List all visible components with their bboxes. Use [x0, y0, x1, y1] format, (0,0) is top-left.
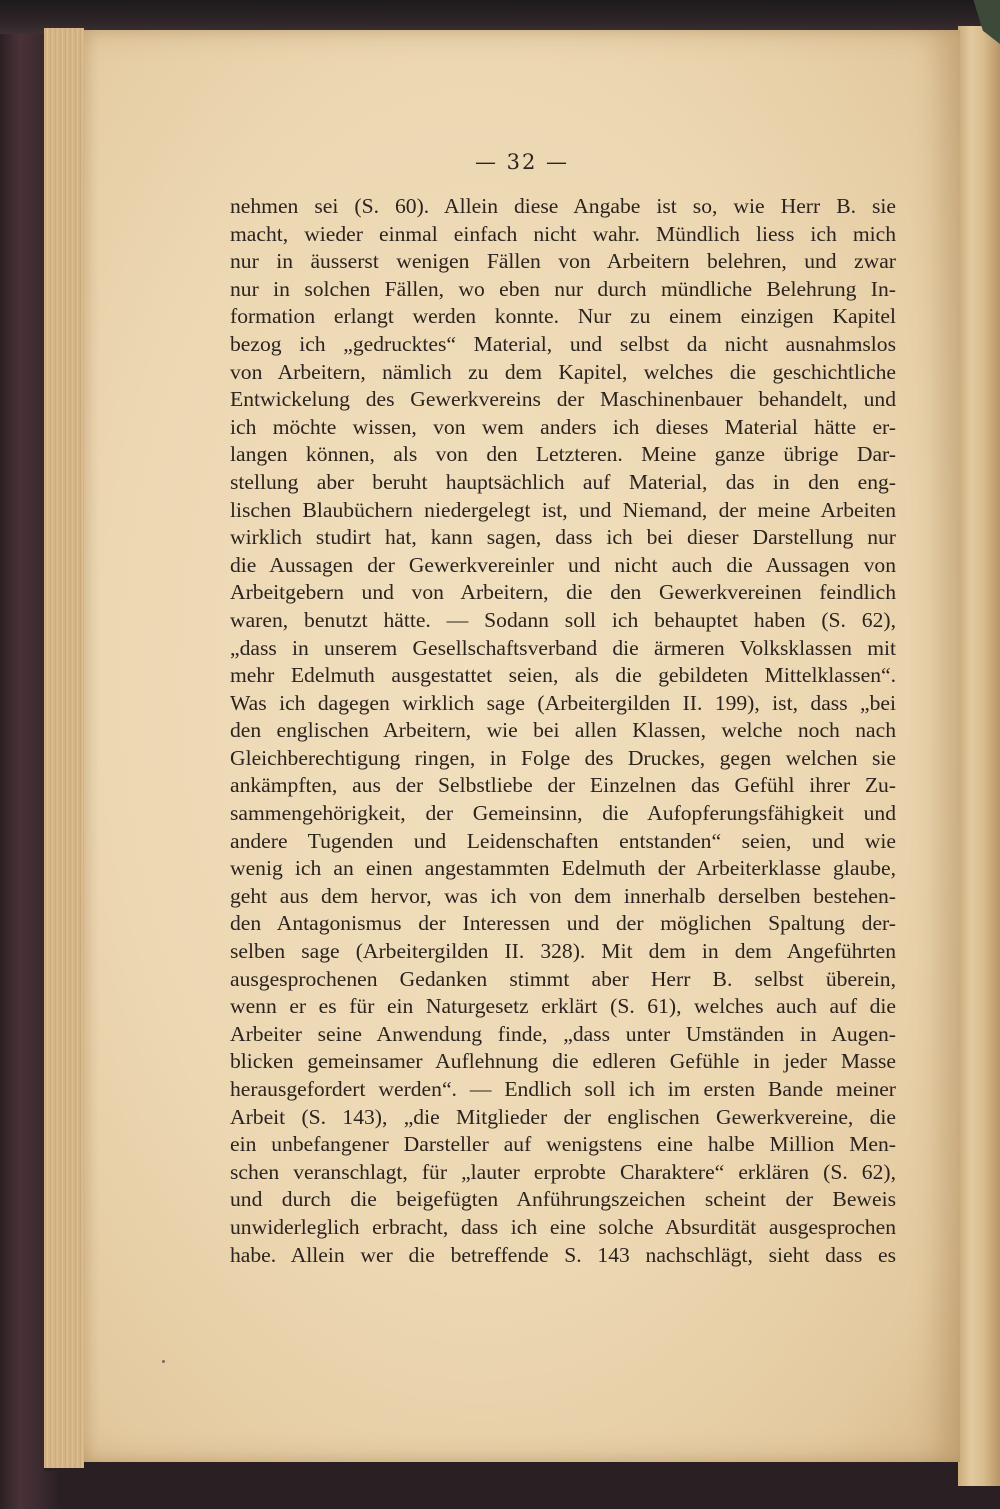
- text-line: von Arbeitern, nämlich zu dem Kapitel, welches die geschichtliche: [230, 359, 896, 384]
- text-line: blicken gemeinsamer Auflehnung die edleren Gefühle in jeder Masse: [230, 1049, 896, 1074]
- text-line: den englischen Arbeitern, wie bei allen Klassen, welche noch nach: [230, 718, 896, 743]
- text-line: nur in äusserst wenigen Fällen von Arbeitern belehren, und zwar: [230, 249, 896, 274]
- text-line: formation erlangt werden konnte. Nur zu einem einzigen Kapitel: [230, 304, 896, 329]
- page-body-text: [230, 193, 896, 1269]
- text-line: Entwickelung des Gewerkvereins der Maschinenbauer behandelt, und: [230, 387, 896, 412]
- text-line: die Aussagen der Gewerkvereinler und nicht auch die Aussagen von: [230, 552, 896, 577]
- text-line: nehmen sei (S. 60). Allein diese Angabe ist so, wie Herr B. sie: [230, 194, 896, 218]
- text-line: waren, benutzt hätte. — Sodann soll ich behauptet haben (S. 62),: [230, 607, 896, 632]
- text-line: lischen Blaubüchern niedergelegt ist, und Niemand, der meine Arbeiten: [230, 497, 896, 522]
- text-line: den Antagonismus der Interessen und der möglichen Spaltung der-: [230, 911, 896, 936]
- text-line: ausgesprochenen Gedanken stimmt aber Herr B. selbst überein,: [230, 966, 896, 991]
- text-line: wenn er es für ein Naturgesetz erklärt (S. 61), welches auch auf die: [230, 994, 896, 1019]
- text-line: Was ich dagegen wirklich sage (Arbeitergilden II. 199), ist, dass „bei: [230, 690, 896, 715]
- text-line: andere Tugenden und Leidenschaften entstanden“ seien, und wie: [230, 828, 896, 853]
- text-line: Gleichberechtigung ringen, in Folge des Druckes, gegen welchen sie: [230, 745, 896, 770]
- text-line: Arbeit (S. 143), „die Mitglieder der englischen Gewerkvereine, die: [230, 1104, 896, 1129]
- text-line: „dass in unserem Gesellschaftsverband die ärmeren Volksklassen mit: [230, 635, 896, 660]
- text-line: schen veranschlagt, für „lauter erprobte Charaktere“ erklären (S. 62),: [230, 1159, 896, 1184]
- text-line: habe. Allein wer die betreffende S. 143 nachschlägt, sieht dass es: [230, 1242, 896, 1267]
- text-line: geht aus dem hervor, was ich von dem innerhalb derselben bestehen-: [230, 883, 896, 908]
- text-line: selben sage (Arbeitergilden II. 328). Mit dem in dem Angeführten: [230, 939, 896, 964]
- text-line: langen können, als von den Letzteren. Meine ganze übrige Dar-: [230, 442, 896, 467]
- page-number-header: — 32 —: [474, 150, 570, 174]
- paper-speck: [162, 1360, 165, 1363]
- book-cover-edge: [0, 0, 1000, 34]
- text-line: stellung aber beruht hauptsächlich auf Material, das in den eng-: [230, 469, 896, 494]
- text-line: sammengehörigkeit, der Gemeinsinn, die Aufopferungsfähigkeit und: [230, 801, 896, 826]
- book-page: [84, 30, 960, 1462]
- text-line: Arbeitgebern und von Arbeitern, die den Gewerkvereinen feindlich: [230, 580, 896, 605]
- text-line: ich möchte wissen, von wem anders ich dieses Material hätte er-: [230, 414, 896, 439]
- text-line: Arbeiter seine Anwendung finde, „dass unter Umständen in Augen-: [230, 1021, 896, 1046]
- text-line: wirklich studirt hat, kann sagen, dass ich bei dieser Darstellung nur: [230, 525, 896, 550]
- text-line: mehr Edelmuth ausgestattet seien, als die gebildeten Mittelklassen“.: [230, 663, 896, 688]
- text-line: ankämpften, aus der Selbstliebe der Einzelnen das Gefühl ihrer Zu-: [230, 773, 896, 798]
- text-line: nur in solchen Fällen, wo eben nur durch mündliche Belehrung In-: [230, 276, 896, 301]
- text-line: macht, wieder einmal einfach nicht wahr. Mündlich liess ich mich: [230, 221, 896, 246]
- text-line: unwiderleglich erbracht, dass ich eine solche Absurdität ausgesprochen: [230, 1214, 896, 1239]
- text-line: bezog ich „gedrucktes“ Material, und selbst da nicht ausnahmslos: [230, 331, 896, 356]
- text-line: wenig ich an einen angestammten Edelmuth der Arbeiterklasse glaube,: [230, 856, 896, 881]
- page-stack-edges: [44, 28, 84, 1471]
- text-line: ein unbefangener Darsteller auf wenigstens eine halbe Million Men-: [230, 1132, 896, 1157]
- text-line: und durch die beigefügten Anführungszeichen scheint der Beweis: [230, 1187, 896, 1212]
- text-line: herausgefordert werden“. — Endlich soll ich im ersten Bande meiner: [230, 1077, 896, 1101]
- facing-page-gutter: [958, 26, 1000, 1486]
